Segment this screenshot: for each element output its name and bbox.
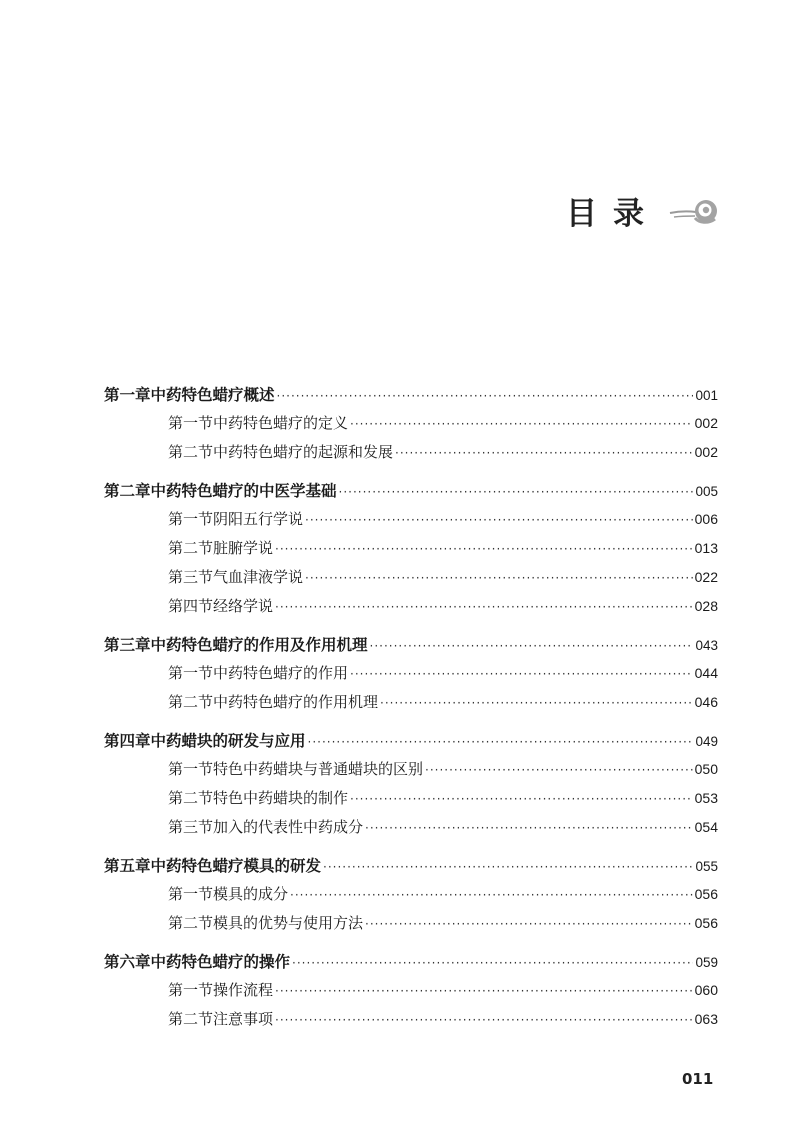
leader-dots: [425, 763, 693, 777]
chapter-page: 059: [695, 955, 718, 970]
section-page: 022: [694, 569, 718, 585]
section-number: 第三节: [168, 818, 214, 836]
chapter-page: 043: [695, 638, 718, 653]
section-page: 028: [694, 598, 718, 614]
toc-section-row[interactable]: [104, 976, 718, 1005]
toc-chapter-row[interactable]: [104, 947, 718, 976]
toc-section-row[interactable]: [104, 909, 718, 938]
chapter-title: 中药特色蜡疗的操作: [150, 953, 291, 971]
section-title: 中药特色蜡疗的作用: [213, 664, 349, 682]
section-title: 阴阳五行学说: [213, 510, 304, 528]
leader-dots: [277, 389, 694, 403]
section-number: 第一节: [168, 760, 214, 778]
chapter-number: 第六章: [104, 953, 151, 971]
chapter-page: 001: [695, 388, 718, 403]
toc-section-row[interactable]: [104, 755, 718, 784]
section-page: 060: [694, 982, 718, 998]
section-number: 第一节: [168, 981, 214, 999]
toc-chapter-row[interactable]: [104, 476, 718, 505]
toc-section-row[interactable]: [104, 592, 718, 621]
leader-dots: [308, 735, 694, 749]
toc-section-row[interactable]: [104, 438, 718, 467]
leader-dots: [275, 1013, 693, 1027]
leader-dots: [350, 792, 693, 806]
leader-dots: [395, 446, 693, 460]
toc-section-row[interactable]: [104, 784, 718, 813]
leader-dots: [275, 600, 693, 614]
section-page: 056: [694, 915, 718, 931]
leader-dots: [290, 888, 693, 902]
section-number: 第二节: [168, 539, 214, 557]
section-title: 注意事项: [213, 1010, 274, 1028]
toc-section-row[interactable]: [104, 1005, 718, 1034]
leader-dots: [292, 956, 693, 970]
toc-section-row[interactable]: [104, 659, 718, 688]
section-page: 063: [694, 1011, 718, 1027]
section-title: 脏腑学说: [213, 539, 274, 557]
section-page: 044: [694, 665, 718, 681]
section-number: 第一节: [168, 885, 214, 903]
leader-dots: [365, 917, 693, 931]
toc-chapter-row[interactable]: [104, 380, 718, 409]
section-page: 006: [694, 511, 718, 527]
chapter-title: 中药特色蜡疗概述: [150, 386, 275, 404]
section-title: 模具的优势与使用方法: [213, 914, 364, 932]
chapter-number: 第三章: [104, 636, 151, 654]
leader-dots: [350, 667, 693, 681]
toc-section-row[interactable]: [104, 534, 718, 563]
toc-chapter-row[interactable]: [104, 851, 718, 880]
chapter-number: 第四章: [104, 732, 151, 750]
chapter-title: 中药蜡块的研发与应用: [150, 732, 306, 750]
section-number: 第二节: [168, 789, 214, 807]
section-title: 操作流程: [213, 981, 274, 999]
chapter-page: 055: [695, 859, 718, 874]
page-title: 目录: [566, 196, 660, 232]
section-page: 046: [694, 694, 718, 710]
section-number: 第四节: [168, 597, 214, 615]
section-title: 模具的成分: [213, 885, 289, 903]
toc-chapter-row[interactable]: [104, 726, 718, 755]
toc-chapter-row[interactable]: [104, 630, 718, 659]
cloud-icon: [668, 196, 720, 226]
section-number: 第二节: [168, 693, 214, 711]
leader-dots: [365, 821, 693, 835]
section-page: 056: [694, 886, 718, 902]
section-number: 第二节: [168, 914, 214, 932]
toc-section-row[interactable]: [104, 688, 718, 717]
toc-section-row[interactable]: [104, 409, 718, 438]
section-page: 054: [694, 819, 718, 835]
section-page: 013: [694, 540, 718, 556]
section-number: 第一节: [168, 414, 214, 432]
toc-section-row[interactable]: [104, 505, 718, 534]
chapter-number: 第一章: [104, 386, 151, 404]
leader-dots: [305, 571, 693, 585]
leader-dots: [323, 860, 693, 874]
leader-dots: [275, 542, 693, 556]
section-title: 气血津液学说: [213, 568, 304, 586]
section-page: 053: [694, 790, 718, 806]
section-title: 中药特色蜡疗的作用机理: [213, 693, 379, 711]
section-title: 中药特色蜡疗的定义: [213, 414, 349, 432]
chapter-number: 第五章: [104, 857, 151, 875]
leader-dots: [370, 639, 694, 653]
section-title: 经络学说: [213, 597, 274, 615]
page-number: 011: [682, 1070, 714, 1088]
section-number: 第一节: [168, 510, 214, 528]
leader-dots: [350, 417, 693, 431]
chapter-title: 中药特色蜡疗的中医学基础: [150, 482, 337, 500]
section-title: 特色中药蜡块的制作: [213, 789, 349, 807]
leader-dots: [339, 485, 694, 499]
toc-section-row[interactable]: [104, 563, 718, 592]
table-of-contents: [104, 380, 718, 1034]
section-title: 特色中药蜡块与普通蜡块的区别: [213, 760, 424, 778]
chapter-page: 049: [695, 734, 718, 749]
toc-section-row[interactable]: [104, 880, 718, 909]
chapter-page: 005: [695, 484, 718, 499]
chapter-title: 中药特色蜡疗的作用及作用机理: [150, 636, 368, 654]
leader-dots: [305, 513, 693, 527]
leader-dots: [380, 696, 693, 710]
section-page: 050: [694, 761, 718, 777]
section-title: 中药特色蜡疗的起源和发展: [213, 443, 394, 461]
chapter-number: 第二章: [104, 482, 151, 500]
chapter-title: 中药特色蜡疗模具的研发: [150, 857, 322, 875]
section-number: 第一节: [168, 664, 214, 682]
section-number: 第三节: [168, 568, 214, 586]
section-title: 加入的代表性中药成分: [213, 818, 364, 836]
leader-dots: [275, 984, 693, 998]
section-number: 第二节: [168, 1010, 214, 1028]
section-number: 第二节: [168, 443, 214, 461]
section-page: 002: [694, 444, 718, 460]
toc-section-row[interactable]: [104, 813, 718, 842]
section-page: 002: [694, 415, 718, 431]
